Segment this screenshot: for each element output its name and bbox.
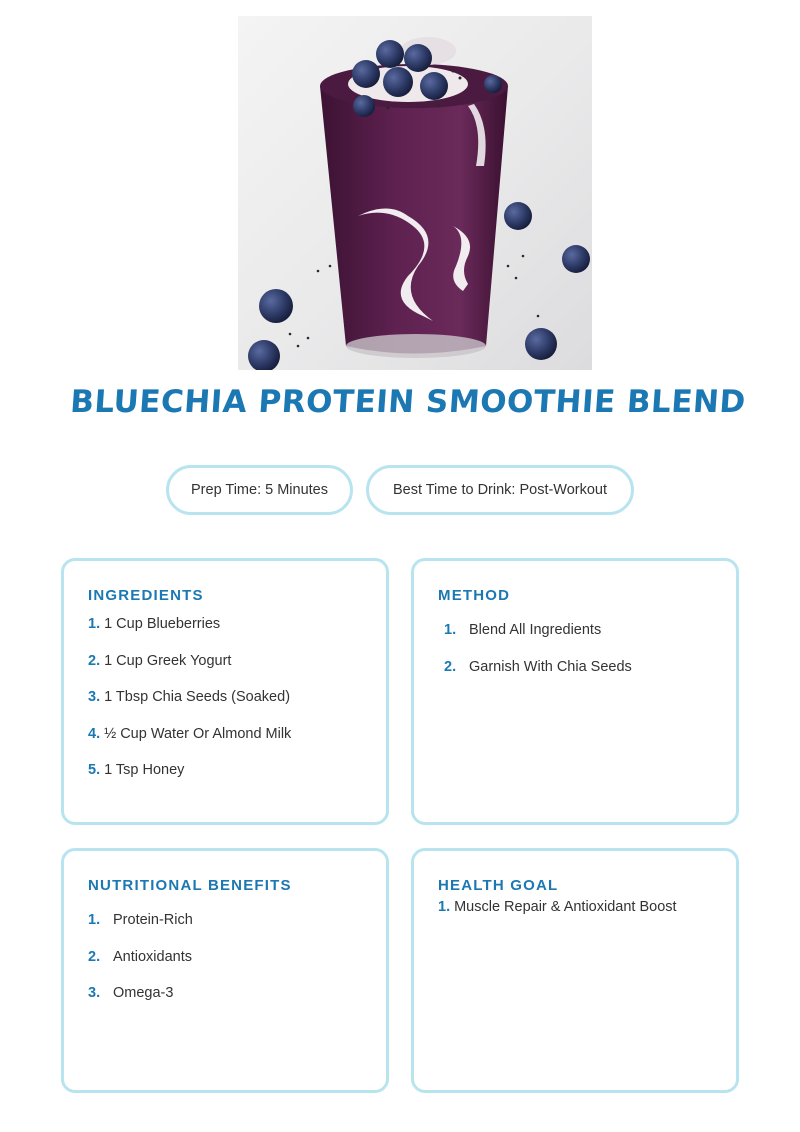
nutrition-heading: NUTRITIONAL BENEFITS — [88, 877, 292, 894]
item-text: 1 Cup Greek Yogurt — [104, 652, 232, 669]
item-number: 5. — [88, 762, 101, 778]
list-item — [88, 762, 291, 799]
smoothie-photo — [238, 16, 592, 370]
list-item — [88, 985, 193, 1022]
smoothie-illustration — [238, 16, 592, 370]
prep-time-badge: Prep Time: 5 Minutes — [166, 465, 353, 515]
page-title: BLUECHIA PROTEIN SMOOTHIE BLEND — [69, 384, 747, 420]
item-number: 1. — [444, 622, 457, 638]
item-text: Garnish With Chia Seeds — [469, 658, 632, 675]
item-number: 1. — [88, 912, 101, 928]
list-item — [444, 659, 632, 696]
list-item — [444, 622, 632, 659]
health-goal-card — [411, 848, 739, 1093]
list-item — [88, 912, 193, 949]
method-list — [444, 622, 632, 695]
nutrition-card — [61, 848, 389, 1093]
item-number: 4. — [88, 725, 101, 742]
item-text: Blend All Ingredients — [469, 622, 602, 638]
method-card — [411, 558, 739, 825]
ingredients-heading: INGREDIENTS — [88, 587, 204, 604]
health-goal-heading: HEALTH GOAL — [438, 877, 559, 894]
best-time-badge: Best Time to Drink: Post-Workout — [366, 465, 634, 515]
item-number: 2. — [88, 948, 101, 965]
item-text: 1 Tsp Honey — [104, 762, 185, 778]
item-number: 1. — [438, 899, 451, 915]
list-item — [88, 616, 291, 653]
item-number: 1. — [88, 616, 101, 632]
list-item — [88, 653, 291, 690]
ingredients-card — [61, 558, 389, 825]
item-number: 3. — [88, 985, 101, 1001]
item-text: Omega-3 — [113, 985, 174, 1001]
list-item — [88, 949, 193, 986]
list-item — [88, 689, 291, 726]
nutrition-list — [88, 912, 193, 1022]
item-number: 2. — [444, 658, 457, 675]
item-text: Protein-Rich — [113, 912, 193, 928]
ingredients-list — [88, 616, 291, 799]
item-text: 1 Cup Blueberries — [104, 616, 221, 632]
list-item — [438, 899, 677, 936]
item-number: 3. — [88, 689, 101, 705]
health-goal-list — [438, 899, 677, 936]
item-text: Antioxidants — [113, 948, 192, 965]
method-heading: METHOD — [438, 587, 511, 604]
item-text: ½ Cup Water Or Almond Milk — [104, 725, 292, 742]
item-text: Muscle Repair & Antioxidant Boost — [454, 899, 677, 915]
item-text: 1 Tbsp Chia Seeds (Soaked) — [104, 689, 291, 705]
list-item — [88, 726, 291, 763]
item-number: 2. — [88, 652, 101, 669]
